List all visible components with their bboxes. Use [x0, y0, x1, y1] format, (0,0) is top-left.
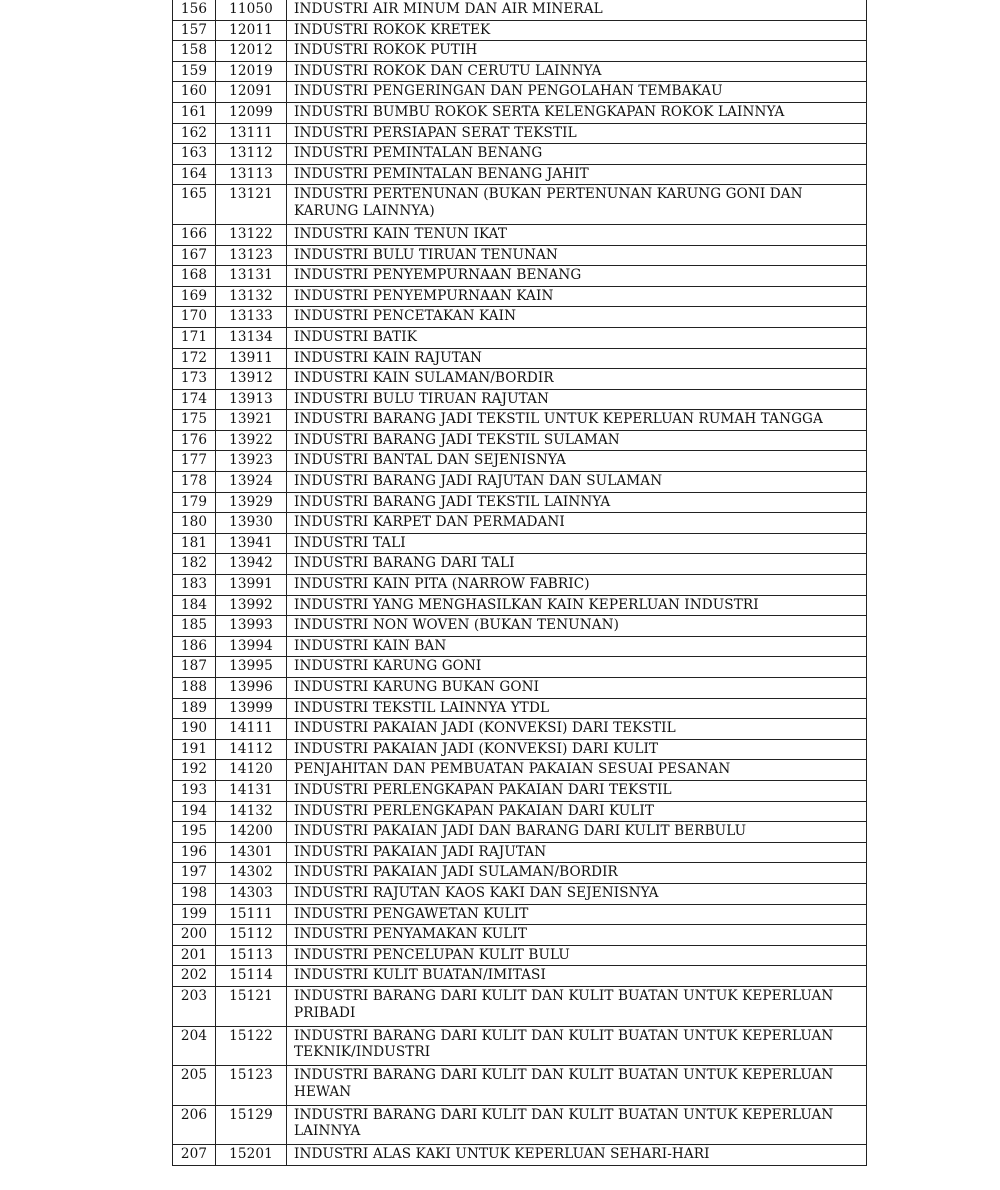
row-number-cell: 194: [173, 801, 216, 822]
table-row: [173, 883, 867, 904]
table-row: [173, 1066, 867, 1106]
table-row: [173, 863, 867, 884]
table-row: [173, 266, 867, 287]
industry-name-cell: INDUSTRI PENGERINGAN DAN PENGOLAHAN TEMBAKAU: [287, 82, 867, 103]
kbli-code-cell: 13923: [216, 451, 287, 472]
table-row: [173, 389, 867, 410]
table-row: [173, 492, 867, 513]
table-row: [173, 102, 867, 123]
kbli-code-cell: 15122: [216, 1026, 287, 1066]
row-number-cell: 207: [173, 1145, 216, 1166]
kbli-code-cell: 13913: [216, 389, 287, 410]
table-row: [173, 0, 867, 20]
industry-name-cell: INDUSTRI PAKAIAN JADI SULAMAN/BORDIR: [287, 863, 867, 884]
table-row: [173, 1105, 867, 1145]
row-number-cell: 201: [173, 945, 216, 966]
industry-name-cell: INDUSTRI AIR MINUM DAN AIR MINERAL: [287, 0, 867, 20]
table-row: [173, 41, 867, 62]
industry-name-cell: INDUSTRI PAKAIAN JADI DAN BARANG DARI KULIT BERBULU: [287, 822, 867, 843]
industry-name-cell: INDUSTRI KARUNG GONI: [287, 657, 867, 678]
industry-name-cell: INDUSTRI TALI: [287, 533, 867, 554]
kbli-code-cell: 13911: [216, 348, 287, 369]
row-number-cell: 182: [173, 554, 216, 575]
table-row: [173, 636, 867, 657]
industry-name-cell: INDUSTRI PENYEMPURNAAN BENANG: [287, 266, 867, 287]
kbli-code-cell: 14303: [216, 883, 287, 904]
row-number-cell: 158: [173, 41, 216, 62]
industry-name-cell: INDUSTRI PENCELUPAN KULIT BULU: [287, 945, 867, 966]
table-row: [173, 986, 867, 1026]
table-row: [173, 286, 867, 307]
row-number-cell: 191: [173, 739, 216, 760]
industry-name-cell: INDUSTRI PEMINTALAN BENANG: [287, 144, 867, 165]
kbli-code-cell: 15129: [216, 1105, 287, 1145]
industry-name-cell: INDUSTRI BARANG DARI KULIT DAN KULIT BUATAN UNTUK KEPERLUAN TEKNIK/INDUSTRI: [287, 1026, 867, 1066]
row-number-cell: 184: [173, 595, 216, 616]
industry-name-cell: INDUSTRI PERLENGKAPAN PAKAIAN DARI KULIT: [287, 801, 867, 822]
row-number-cell: 204: [173, 1026, 216, 1066]
industry-name-cell: INDUSTRI ROKOK DAN CERUTU LAINNYA: [287, 61, 867, 82]
row-number-cell: 169: [173, 286, 216, 307]
table-row: [173, 348, 867, 369]
table-row: [173, 185, 867, 225]
row-number-cell: 168: [173, 266, 216, 287]
row-number-cell: 173: [173, 369, 216, 390]
table-row: [173, 760, 867, 781]
industry-name-cell: INDUSTRI KAIN SULAMAN/BORDIR: [287, 369, 867, 390]
table-row: [173, 369, 867, 390]
kbli-code-cell: 13921: [216, 410, 287, 431]
row-number-cell: 189: [173, 698, 216, 719]
kbli-code-cell: 14200: [216, 822, 287, 843]
table-row: [173, 20, 867, 41]
table-row: [173, 61, 867, 82]
kbli-code-cell: 15111: [216, 904, 287, 925]
table-row: [173, 1145, 867, 1166]
kbli-code-cell: 13993: [216, 616, 287, 637]
kbli-code-cell: 14131: [216, 780, 287, 801]
row-number-cell: 175: [173, 410, 216, 431]
row-number-cell: 181: [173, 533, 216, 554]
industry-name-cell: INDUSTRI PENCETAKAN KAIN: [287, 307, 867, 328]
row-number-cell: 176: [173, 430, 216, 451]
row-number-cell: 185: [173, 616, 216, 637]
kbli-code-cell: 12091: [216, 82, 287, 103]
row-number-cell: 162: [173, 123, 216, 144]
industry-name-cell: INDUSTRI PERTENUNAN (BUKAN PERTENUNAN KARUNG GONI DAN KARUNG LAINNYA): [287, 185, 867, 225]
kbli-code-cell: 13111: [216, 123, 287, 144]
industry-name-cell: INDUSTRI KAIN BAN: [287, 636, 867, 657]
row-number-cell: 197: [173, 863, 216, 884]
table-row: [173, 616, 867, 637]
kbli-code-cell: 13113: [216, 164, 287, 185]
table-row: [173, 245, 867, 266]
kbli-code-cell: 13924: [216, 472, 287, 493]
industry-name-cell: INDUSTRI PAKAIAN JADI (KONVEKSI) DARI KULIT: [287, 739, 867, 760]
table-body: [173, 0, 867, 1165]
row-number-cell: 202: [173, 966, 216, 987]
row-number-cell: 172: [173, 348, 216, 369]
table-row: [173, 966, 867, 987]
row-number-cell: 180: [173, 513, 216, 534]
industry-name-cell: INDUSTRI PAKAIAN JADI (KONVEKSI) DARI TEKSTIL: [287, 719, 867, 740]
table-row: [173, 82, 867, 103]
row-number-cell: 195: [173, 822, 216, 843]
table-row: [173, 801, 867, 822]
kbli-code-cell: 15112: [216, 925, 287, 946]
industry-name-cell: INDUSTRI NON WOVEN (BUKAN TENUNAN): [287, 616, 867, 637]
row-number-cell: 163: [173, 144, 216, 165]
row-number-cell: 200: [173, 925, 216, 946]
row-number-cell: 161: [173, 102, 216, 123]
row-number-cell: 188: [173, 678, 216, 699]
industry-name-cell: INDUSTRI BARANG JADI RAJUTAN DAN SULAMAN: [287, 472, 867, 493]
kbli-code-cell: 14120: [216, 760, 287, 781]
row-number-cell: 205: [173, 1066, 216, 1106]
industry-name-cell: INDUSTRI PEMINTALAN BENANG JAHIT: [287, 164, 867, 185]
row-number-cell: 198: [173, 883, 216, 904]
row-number-cell: 157: [173, 20, 216, 41]
kbli-code-cell: 12012: [216, 41, 287, 62]
table-row: [173, 945, 867, 966]
table-row: [173, 925, 867, 946]
kbli-code-cell: 13912: [216, 369, 287, 390]
kbli-code-cell: 13942: [216, 554, 287, 575]
row-number-cell: 196: [173, 842, 216, 863]
kbli-code-cell: 13121: [216, 185, 287, 225]
kbli-code-cell: 14112: [216, 739, 287, 760]
industry-name-cell: INDUSTRI BARANG JADI TEKSTIL SULAMAN: [287, 430, 867, 451]
table-row: [173, 430, 867, 451]
kbli-code-cell: 13995: [216, 657, 287, 678]
row-number-cell: 159: [173, 61, 216, 82]
kbli-code-cell: 13999: [216, 698, 287, 719]
row-number-cell: 199: [173, 904, 216, 925]
table-row: [173, 144, 867, 165]
table-row: [173, 842, 867, 863]
row-number-cell: 179: [173, 492, 216, 513]
industry-name-cell: PENJAHITAN DAN PEMBUATAN PAKAIAN SESUAI PESANAN: [287, 760, 867, 781]
industry-classification-table: [172, 0, 867, 1166]
row-number-cell: 174: [173, 389, 216, 410]
industry-name-cell: INDUSTRI KAIN TENUN IKAT: [287, 224, 867, 245]
table-row: [173, 575, 867, 596]
kbli-code-cell: 13930: [216, 513, 287, 534]
industry-name-cell: INDUSTRI PERSIAPAN SERAT TEKSTIL: [287, 123, 867, 144]
industry-name-cell: INDUSTRI TEKSTIL LAINNYA YTDL: [287, 698, 867, 719]
row-number-cell: 160: [173, 82, 216, 103]
industry-name-cell: INDUSTRI PAKAIAN JADI RAJUTAN: [287, 842, 867, 863]
kbli-code-cell: 14111: [216, 719, 287, 740]
industry-name-cell: INDUSTRI ROKOK PUTIH: [287, 41, 867, 62]
industry-name-cell: INDUSTRI RAJUTAN KAOS KAKI DAN SEJENISNYA: [287, 883, 867, 904]
table-row: [173, 780, 867, 801]
table-row: [173, 904, 867, 925]
kbli-code-cell: 13131: [216, 266, 287, 287]
table-row: [173, 719, 867, 740]
kbli-code-cell: 13123: [216, 245, 287, 266]
industry-name-cell: INDUSTRI BUMBU ROKOK SERTA KELENGKAPAN ROKOK LAINNYA: [287, 102, 867, 123]
industry-name-cell: INDUSTRI BATIK: [287, 327, 867, 348]
row-number-cell: 167: [173, 245, 216, 266]
row-number-cell: 203: [173, 986, 216, 1026]
industry-name-cell: INDUSTRI BARANG DARI TALI: [287, 554, 867, 575]
kbli-code-cell: 13941: [216, 533, 287, 554]
table-row: [173, 657, 867, 678]
kbli-code-cell: 12099: [216, 102, 287, 123]
kbli-code-cell: 14301: [216, 842, 287, 863]
row-number-cell: 178: [173, 472, 216, 493]
row-number-cell: 166: [173, 224, 216, 245]
kbli-code-cell: 15121: [216, 986, 287, 1026]
kbli-code-cell: 13992: [216, 595, 287, 616]
industry-name-cell: INDUSTRI PENYAMAKAN KULIT: [287, 925, 867, 946]
row-number-cell: 164: [173, 164, 216, 185]
kbli-code-cell: 15113: [216, 945, 287, 966]
kbli-code-cell: 14302: [216, 863, 287, 884]
table-row: [173, 307, 867, 328]
table-row: [173, 164, 867, 185]
kbli-code-cell: 12019: [216, 61, 287, 82]
kbli-code-cell: 13134: [216, 327, 287, 348]
table-row: [173, 678, 867, 699]
table-row: [173, 472, 867, 493]
kbli-code-cell: 13922: [216, 430, 287, 451]
table-row: [173, 698, 867, 719]
table-row: [173, 1026, 867, 1066]
kbli-code-cell: 11050: [216, 0, 287, 20]
industry-name-cell: INDUSTRI KAIN PITA (NARROW FABRIC): [287, 575, 867, 596]
row-number-cell: 165: [173, 185, 216, 225]
kbli-code-cell: 13991: [216, 575, 287, 596]
industry-name-cell: INDUSTRI KAIN RAJUTAN: [287, 348, 867, 369]
table-row: [173, 410, 867, 431]
kbli-code-cell: 15114: [216, 966, 287, 987]
table-row: [173, 533, 867, 554]
row-number-cell: 171: [173, 327, 216, 348]
row-number-cell: 193: [173, 780, 216, 801]
kbli-code-cell: 13996: [216, 678, 287, 699]
industry-name-cell: INDUSTRI YANG MENGHASILKAN KAIN KEPERLUAN INDUSTRI: [287, 595, 867, 616]
industry-name-cell: INDUSTRI BARANG DARI KULIT DAN KULIT BUATAN UNTUK KEPERLUAN PRIBADI: [287, 986, 867, 1026]
kbli-code-cell: 13132: [216, 286, 287, 307]
kbli-code-cell: 12011: [216, 20, 287, 41]
row-number-cell: 192: [173, 760, 216, 781]
table-row: [173, 513, 867, 534]
row-number-cell: 170: [173, 307, 216, 328]
kbli-code-cell: 13929: [216, 492, 287, 513]
table-row: [173, 451, 867, 472]
table-row: [173, 327, 867, 348]
industry-name-cell: INDUSTRI ROKOK KRETEK: [287, 20, 867, 41]
industry-name-cell: INDUSTRI ALAS KAKI UNTUK KEPERLUAN SEHARI-HARI: [287, 1145, 867, 1166]
industry-name-cell: INDUSTRI KARUNG BUKAN GONI: [287, 678, 867, 699]
row-number-cell: 177: [173, 451, 216, 472]
kbli-code-cell: 13122: [216, 224, 287, 245]
row-number-cell: 206: [173, 1105, 216, 1145]
row-number-cell: 187: [173, 657, 216, 678]
row-number-cell: 186: [173, 636, 216, 657]
kbli-code-cell: 13133: [216, 307, 287, 328]
table-row: [173, 123, 867, 144]
row-number-cell: 156: [173, 0, 216, 20]
industry-name-cell: INDUSTRI KARPET DAN PERMADANI: [287, 513, 867, 534]
table-row: [173, 739, 867, 760]
industry-name-cell: INDUSTRI PENGAWETAN KULIT: [287, 904, 867, 925]
kbli-code-cell: 15201: [216, 1145, 287, 1166]
industry-name-cell: INDUSTRI PERLENGKAPAN PAKAIAN DARI TEKSTIL: [287, 780, 867, 801]
table-row: [173, 822, 867, 843]
industry-name-cell: INDUSTRI BARANG DARI KULIT DAN KULIT BUATAN UNTUK KEPERLUAN LAINNYA: [287, 1105, 867, 1145]
kbli-code-cell: 15123: [216, 1066, 287, 1106]
kbli-code-cell: 14132: [216, 801, 287, 822]
industry-name-cell: INDUSTRI BARANG DARI KULIT DAN KULIT BUATAN UNTUK KEPERLUAN HEWAN: [287, 1066, 867, 1106]
row-number-cell: 190: [173, 719, 216, 740]
table-row: [173, 554, 867, 575]
industry-name-cell: INDUSTRI KULIT BUATAN/IMITASI: [287, 966, 867, 987]
industry-name-cell: INDUSTRI PENYEMPURNAAN KAIN: [287, 286, 867, 307]
row-number-cell: 183: [173, 575, 216, 596]
industry-name-cell: INDUSTRI BULU TIRUAN RAJUTAN: [287, 389, 867, 410]
industry-name-cell: INDUSTRI BARANG JADI TEKSTIL UNTUK KEPERLUAN RUMAH TANGGA: [287, 410, 867, 431]
industry-name-cell: INDUSTRI BANTAL DAN SEJENISNYA: [287, 451, 867, 472]
table-row: [173, 224, 867, 245]
industry-name-cell: INDUSTRI BULU TIRUAN TENUNAN: [287, 245, 867, 266]
industry-name-cell: INDUSTRI BARANG JADI TEKSTIL LAINNYA: [287, 492, 867, 513]
table-row: [173, 595, 867, 616]
kbli-code-cell: 13994: [216, 636, 287, 657]
kbli-code-cell: 13112: [216, 144, 287, 165]
